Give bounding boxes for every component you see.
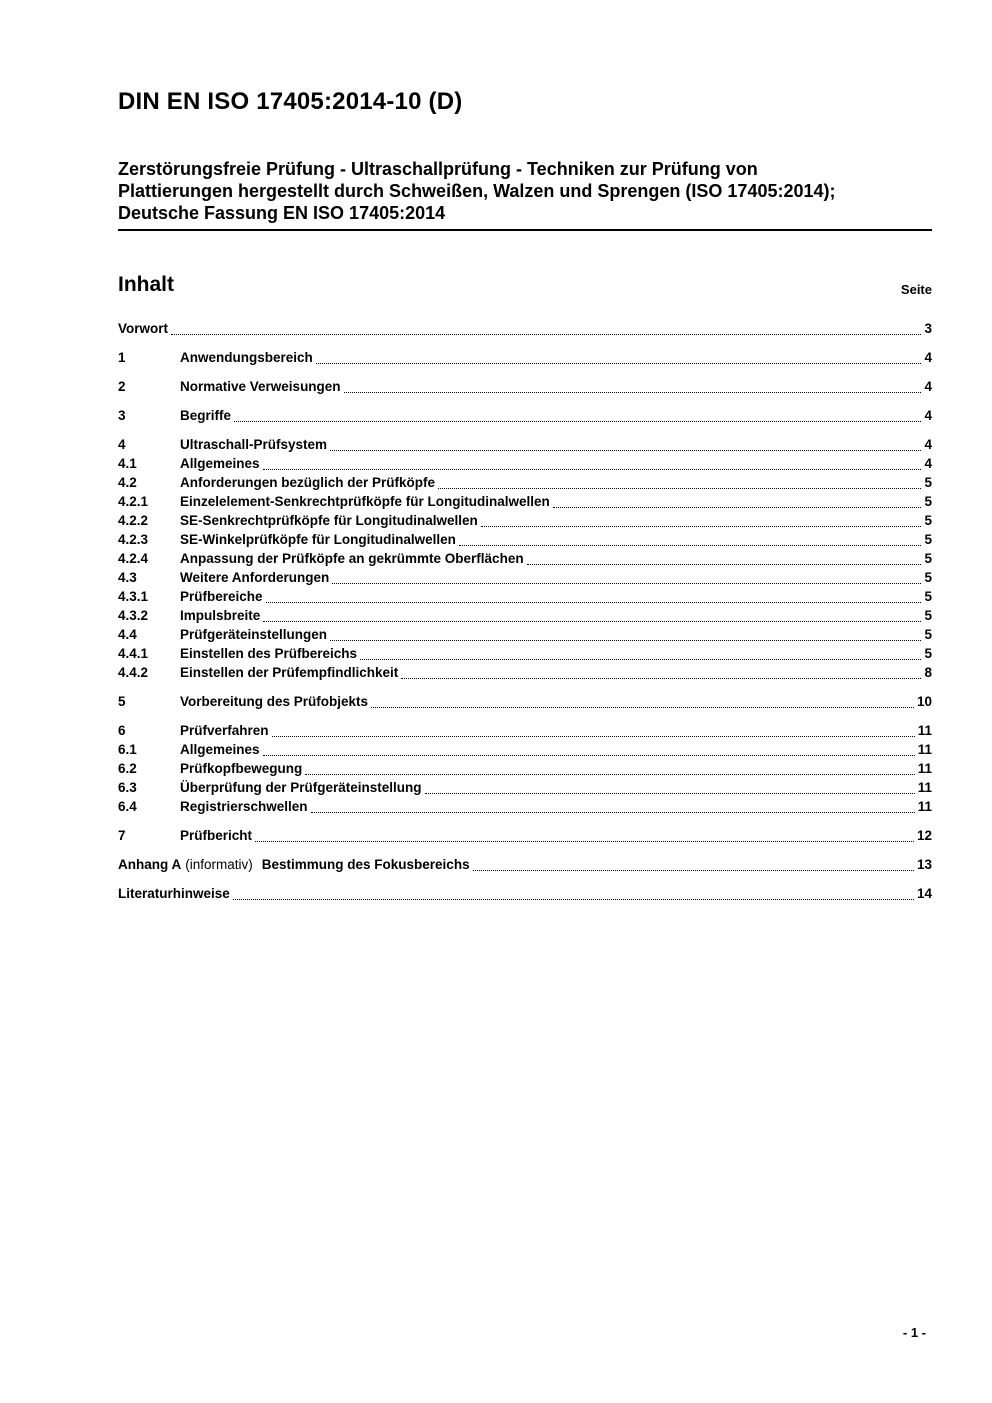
- toc-entry-title: Allgemeines: [180, 742, 260, 757]
- toc-dot-leader: [263, 755, 915, 756]
- toc-dot-leader: [316, 363, 922, 364]
- toc-entry: [118, 492, 932, 511]
- toc-entry: [118, 406, 932, 425]
- toc-entry-number: 4.1: [118, 456, 137, 471]
- toc-dot-leader: [266, 602, 922, 603]
- toc-entry-number: 4.3.2: [118, 608, 149, 623]
- toc-entry-page: 14: [916, 886, 932, 901]
- toc-entry: [118, 778, 932, 797]
- toc-entry-page: 4: [924, 437, 932, 452]
- toc-heading-row: [118, 272, 932, 298]
- toc-entry-page: 5: [924, 494, 932, 509]
- toc-entry-title: SE-Winkelprüfköpfe für Longitudinalwellen: [180, 532, 456, 547]
- toc-dot-leader: [263, 621, 921, 622]
- toc-entry-page: 5: [924, 589, 932, 604]
- toc-dot-leader: [263, 469, 922, 470]
- toc-dot-leader: [527, 564, 922, 565]
- toc-entry-title: Einstellen der Prüfempfindlichkeit: [180, 665, 399, 680]
- toc-entry: [118, 884, 932, 903]
- document-title: DIN EN ISO 17405:2014-10 (D): [118, 88, 463, 115]
- toc-dot-leader: [344, 392, 922, 393]
- toc-entry: [118, 319, 932, 338]
- toc-dot-leader: [473, 870, 914, 871]
- toc-entry-number: 6.1: [118, 742, 137, 757]
- toc-entry-page: 13: [916, 857, 932, 872]
- toc-entry-number: 1: [118, 350, 126, 365]
- toc-entry-title: Anforderungen bezüglich der Prüfköpfe: [180, 475, 436, 490]
- toc-entry-number: 6.2: [118, 761, 137, 776]
- toc-entry: [118, 511, 932, 530]
- toc-entry-title: Weitere Anforderungen: [180, 570, 330, 585]
- toc-entry-number: 5: [118, 694, 126, 709]
- toc-dot-leader: [234, 421, 921, 422]
- toc-entry-title: Normative Verweisungen: [180, 379, 341, 394]
- toc-entry-number: 6: [118, 723, 126, 738]
- toc-entry-page: 4: [924, 350, 932, 365]
- toc-entry-title: Prüfbereiche: [180, 589, 263, 604]
- toc-dot-leader: [330, 450, 921, 451]
- toc-entry-page: 4: [924, 379, 932, 394]
- toc-entry-number: 4.3.1: [118, 589, 149, 604]
- toc-entry: [118, 721, 932, 740]
- toc-entry: [118, 549, 932, 568]
- toc-entry-number: 6.4: [118, 799, 137, 814]
- toc-entry: [118, 348, 932, 367]
- toc-entry-page: 11: [917, 723, 932, 738]
- toc-entry: [118, 454, 932, 473]
- toc-dot-leader: [311, 812, 915, 813]
- toc-entry-title: Überprüfung der Prüfgeräteinstellung: [180, 780, 422, 795]
- toc-entry-page: 8: [924, 665, 932, 680]
- toc-entry-page: 5: [924, 475, 932, 490]
- toc-entry-title: Ultraschall-Prüfsystem: [180, 437, 328, 452]
- toc-entry: [118, 826, 932, 845]
- toc-dot-leader: [171, 334, 921, 335]
- toc-entry-title: Prüfverfahren: [180, 723, 269, 738]
- toc-entry-page: 5: [924, 608, 932, 623]
- toc-dot-leader: [360, 659, 921, 660]
- toc-dot-leader: [438, 488, 921, 489]
- toc-entry-label: Anhang A: [118, 857, 182, 872]
- toc-dot-leader: [305, 774, 914, 775]
- toc-entry-page: 11: [917, 799, 932, 814]
- toc-entry-title: Allgemeines: [180, 456, 260, 471]
- toc-entry: [118, 855, 932, 874]
- toc-entry-number: 3: [118, 408, 126, 423]
- toc-entry-number: 4.3: [118, 570, 137, 585]
- toc-entry-number: 4: [118, 437, 126, 452]
- toc-entry-number: 4.4.1: [118, 646, 149, 661]
- toc-entry: [118, 530, 932, 549]
- toc-entry-page: 5: [924, 570, 932, 585]
- toc-dot-leader: [481, 526, 922, 527]
- document-subtitle-line: Deutsche Fassung EN ISO 17405:2014: [118, 203, 446, 223]
- toc-entry-page: 5: [924, 646, 932, 661]
- toc-entry-page: 11: [917, 761, 932, 776]
- toc-heading: Inhalt: [118, 273, 174, 296]
- toc-page-column-label: Seite: [900, 282, 932, 297]
- toc-entry: [118, 759, 932, 778]
- toc-entry-title: Impulsbreite: [180, 608, 261, 623]
- toc-entry-page: 5: [924, 627, 932, 642]
- toc-entry-page: 11: [917, 742, 932, 757]
- toc-entry-page: 10: [916, 694, 932, 709]
- toc-entry: [118, 740, 932, 759]
- footer-page-number: - 1 -: [902, 1325, 926, 1340]
- toc-entry: [118, 587, 932, 606]
- document-subtitle-line: Plattierungen hergestellt durch Schweißen, Walzen und Sprengen (ISO 17405:2014);: [118, 181, 836, 201]
- toc-entry: [118, 644, 932, 663]
- toc-dot-leader: [425, 793, 915, 794]
- toc-entry-number: 2: [118, 379, 126, 394]
- toc-entry-title: Literaturhinweise: [118, 886, 230, 901]
- toc-entry: [118, 377, 932, 396]
- toc-entry-title: Begriffe: [180, 408, 232, 423]
- toc-entry-title: [118, 855, 470, 874]
- toc-dot-leader: [459, 545, 922, 546]
- toc-dot-leader: [553, 507, 922, 508]
- toc-dot-leader: [332, 583, 921, 584]
- toc-list: [118, 319, 932, 903]
- toc-entry-page: 5: [924, 532, 932, 547]
- toc-entry-title: Prüfkopfbewegung: [180, 761, 303, 776]
- toc-entry-page: 12: [916, 828, 932, 843]
- toc-entry: [118, 797, 932, 816]
- toc-entry-title: Einstellen des Prüfbereichs: [180, 646, 358, 661]
- toc-entry-subtitle: Bestimmung des Fokusbereichs: [261, 857, 470, 872]
- toc-entry-number: 4.2.2: [118, 513, 149, 528]
- toc-entry-page: 3: [924, 321, 932, 336]
- toc-entry-title: Prüfgeräteinstellungen: [180, 627, 328, 642]
- toc-entry-page: 4: [924, 456, 932, 471]
- toc-entry-number: 4.2.1: [118, 494, 149, 509]
- toc-entry-page: 4: [924, 408, 932, 423]
- toc-entry-title: Prüfbericht: [180, 828, 253, 843]
- toc-entry-title: Anpassung der Prüfköpfe an gekrümmte Oberflächen: [180, 551, 524, 566]
- toc-entry-number: 4.2.4: [118, 551, 149, 566]
- document-subtitle-line: Zerstörungsfreie Prüfung - Ultraschallprüfung - Techniken zur Prüfung von: [118, 159, 758, 179]
- toc-entry-title: Registrierschwellen: [180, 799, 308, 814]
- document-subtitle: [118, 158, 932, 231]
- toc-entry-number: 4.2: [118, 475, 137, 490]
- toc-entry-page: 5: [924, 551, 932, 566]
- toc-dot-leader: [401, 678, 921, 679]
- toc-entry-title: SE-Senkrechtprüfköpfe für Longitudinalwellen: [180, 513, 478, 528]
- toc-entry-number: 4.4: [118, 627, 137, 642]
- toc-entry-title: Anwendungsbereich: [180, 350, 313, 365]
- toc-entry-note: (informativ): [185, 857, 253, 872]
- toc-entry: [118, 625, 932, 644]
- toc-entry-number: 4.4.2: [118, 665, 149, 680]
- toc-entry: [118, 663, 932, 682]
- toc-dot-leader: [330, 640, 921, 641]
- toc-entry: [118, 692, 932, 711]
- toc-dot-leader: [255, 841, 914, 842]
- toc-entry: [118, 568, 932, 587]
- toc-dot-leader: [272, 736, 915, 737]
- toc-entry-title: Einzelelement-Senkrechtprüfköpfe für Longitudinalwellen: [180, 494, 550, 509]
- toc-entry-number: 7: [118, 828, 126, 843]
- toc-entry-page: 5: [924, 513, 932, 528]
- toc-dot-leader: [371, 707, 914, 708]
- toc-entry: [118, 606, 932, 625]
- toc-entry: [118, 435, 932, 454]
- toc-entry-number: 6.3: [118, 780, 137, 795]
- toc-entry-title: Vorwort: [118, 321, 168, 336]
- toc-entry-number: 4.2.3: [118, 532, 149, 547]
- toc-entry-title: Vorbereitung des Prüfobjekts: [180, 694, 369, 709]
- toc-entry: [118, 473, 932, 492]
- toc-entry-page: 11: [917, 780, 932, 795]
- toc-dot-leader: [233, 899, 914, 900]
